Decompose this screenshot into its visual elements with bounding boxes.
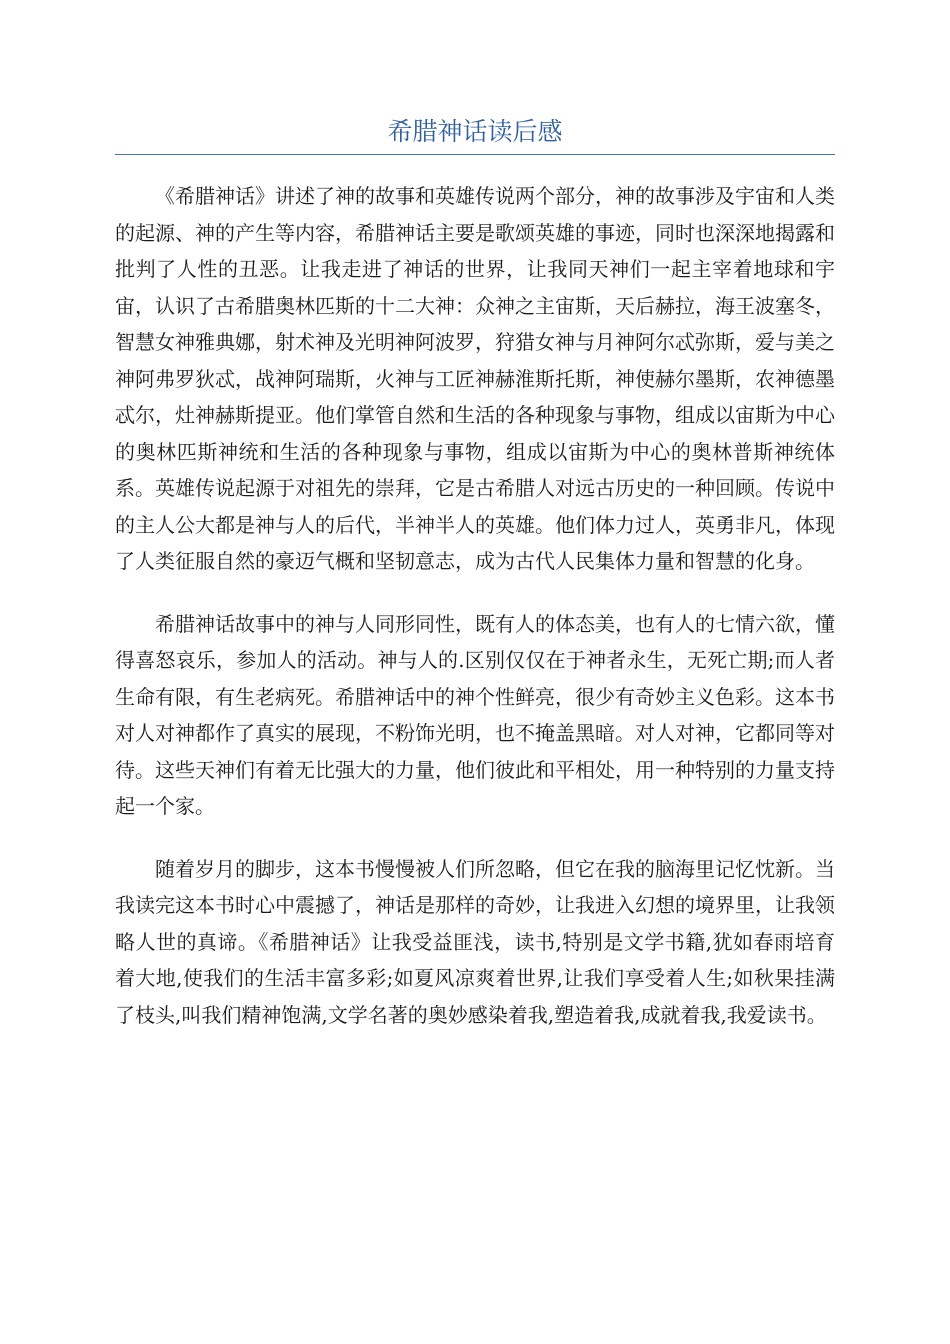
title-underline bbox=[115, 154, 835, 155]
document-body bbox=[115, 178, 835, 1059]
paragraph-3: 随着岁月的脚步，这本书慢慢被人们所忽略，但它在我的脑海里记忆忱新。当我读完这本书时心中震撼了，神话是那样的奇妙，让我进入幻想的境界里，让我领略人世的真谛。《希腊神话》让我受益匪浅，读书,特别是文学书籍,犹如春雨培育着大地,使我们的生活丰富多彩;如夏风凉爽着世界,让我们享受着人生;如秋果挂满了枝头,叫我们精神饱满,文学名著的奥妙感染着我,塑造着我,成就着我,我爱读书。 bbox=[115, 856, 835, 1027]
paragraph-1: 《希腊神话》讲述了神的故事和英雄传说两个部分，神的故事涉及宇宙和人类的起源、神的产生等内容，希腊神话主要是歌颂英雄的事迹，同时也深深地揭露和批判了人性的丑恶。让我走进了神话的世界，让我同天神们一起主宰着地球和宇宙，认识了古希腊奥林匹斯的十二大神：众神之主宙斯，天后赫拉，海王波塞冬，智慧女神雅典娜，射术神及光明神阿波罗，狩猎女神与月神阿尔忒弥斯，爱与美之神阿弗罗狄忒，战神阿瑞斯，火神与工匠神赫淮斯托斯，神使赫尔墨斯，农神德墨忒尔，灶神赫斯提亚。他们掌管自然和生活的各种现象与事物，组成以宙斯为中心的奥林匹斯神统和生活的各种现象与事物，组成以宙斯为中心的奥林普斯神统体系。英雄传说起源于对祖先的崇拜，它是古希腊人对远古历史的一种回顾。传说中的主人公大都是神与人的后代，半神半人的英雄。他们体力过人，英勇非凡，体现了人类征服自然的豪迈气概和坚韧意志，成为古代人民集体力量和智慧的化身。 bbox=[115, 184, 835, 573]
document-title: 希腊神话读后感 bbox=[387, 117, 563, 146]
paragraph-2: 希腊神话故事中的神与人同形同性，既有人的体态美，也有人的七情六欲，懂得喜怒哀乐，参加人的活动。神与人的.区别仅仅在于神者永生，无死亡期;而人者生命有限，有生老病死。希腊神话中的神个性鲜亮，很少有奇妙主义色彩。这本书对人对神都作了真实的展现，不粉饰光明，也不掩盖黑暗。对人对神，它都同等对待。这些天神们有着无比强大的力量，他们彼此和平相处，用一种特别的力量支持起一个家。 bbox=[115, 611, 835, 818]
